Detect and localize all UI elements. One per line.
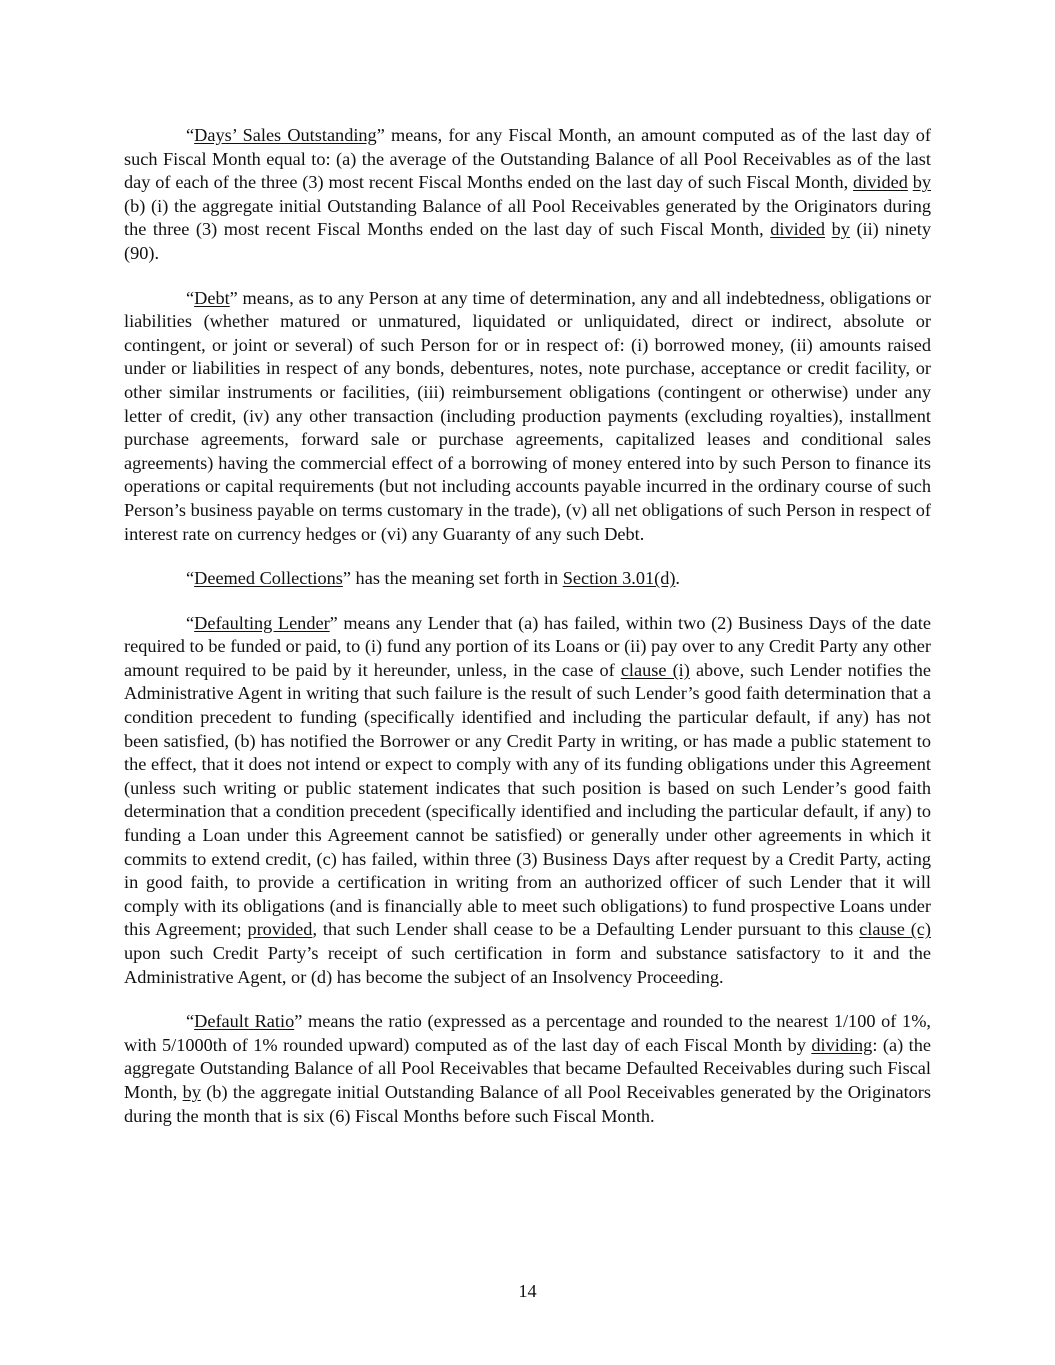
- definition-days-sales-outstanding: “Days’ Sales Outstanding” means, for any Fiscal Month, an amount computed as of the last day of such Fiscal Month equal to: (a) the average of the Outstanding Balance of all Pool Receivables as of the last day of each of the three (3) most recent Fiscal Months ended on the last day of such Fiscal Month, divided by (b) (i) the aggregate initial Outstanding Balance of all Pool Receivables generated by the Originators during the three (3) most recent Fiscal Months ended on the last day of such Fiscal Month, divided by (ii) ninety (90).: [124, 125, 931, 263]
- definition-defaulting-lender: “Defaulting Lender” means any Lender that (a) has failed, within two (2) Business Days of the date required to be funded or paid, to (i) fund any portion of its Loans or (ii) pay over to any Credit Party any other amount required to be paid by it hereunder, unless, in the case of clause (i) above, such Lender notifies the Administrative Agent in writing that such failure is the result of such Lender’s good faith determination that a condition precedent to funding (specifically identified and including the particular default, if any) has not been satisfied, (b) has notified the Borrower or any Credit Party in writing, or has made a public statement to the effect, that it does not intend or expect to comply with any of its funding obligations under this Agreement (unless such writing or public statement indicates that such position is based on such Lender’s good faith determination that a condition precedent (specifically identified and including the particular default, if any) to funding a Loan under this Agreement cannot be satisfied) or generally under other agreements in which it commits to extend credit, (c) has failed, within three (3) Business Days after request by a Credit Party, acting in good faith, to provide a certification in writing from an authorized officer of such Lender that it will comply with its obligations (and is financially able to meet such obligations) to fund prospective Loans under this Agreement; provided, that such Lender shall cease to be a Defaulting Lender pursuant to this clause (c) upon such Credit Party’s receipt of such certification in form and substance satisfactory to it and the Administrative Agent, or (d) has become the subject of an Insolvency Proceeding.: [124, 612, 931, 987]
- definition-text: (ii) ninety (90).: [124, 219, 931, 263]
- definition-text: ” means, as to any Person at any time of determination, any and all indebtedness, obligations or liabilities (whether matured or unmatured, liquidated or unliquidated, direct or indirect, absolute or contingent, or joint or several) of such Person for or in respect of: (i) borrowed money, (ii) amounts raised under or liabilities in respect of any bonds, debentures, notes, note purchase, acceptance or credit facility, or other similar instruments or facilities, (iii) reimbursement obligations (contingent or otherwise) under any letter of credit, (iv) any other transaction (including production payments (excluding royalties), installment purchase agreements, forward sale or purchase agreements, capitalized leases and conditional sales agreements) having the commercial effect of a borrowing of money entered into by such Person to finance its operations or capital requirements (but not including accounts payable incurred in the ordinary course of such Person’s business payable on terms customary in the trade), (v) all net obligations of such Person in respect of interest rate on currency hedges or (vi) any Guaranty of any such Debt.: [124, 287, 931, 544]
- definition-text: ” means any Lender that (a) has failed, within two (2) Business Days of the date required to be funded or paid, to (i) fund any portion of its Loans or (ii) pay over to any Credit Party any other amount required to be paid by it hereunder, unless, in the case of: [124, 612, 931, 680]
- underlined-word: by: [831, 219, 850, 240]
- definition-text: ” means, for any Fiscal Month, an amount computed as of the last day of such Fiscal Month equal to: (a) the average of the Outstanding Balance of all Pool Receivables as of the last day of each of the three (3) most recent Fiscal Months ended on the last day of such Fiscal Month,: [124, 125, 931, 193]
- definition-text: , that such Lender shall cease to be a Defaulting Lender pursuant to this: [312, 919, 860, 940]
- clause-reference: clause (c): [859, 919, 931, 940]
- underlined-word: by: [182, 1081, 201, 1102]
- defined-term: Defaulting Lender: [194, 612, 330, 633]
- definition-text: .: [675, 568, 680, 589]
- defined-term: Days’ Sales Outstanding: [194, 125, 377, 145]
- definition-text: above, such Lender notifies the Administrative Agent in writing that such failure is the result of such Lender’s good faith determination that a condition precedent to funding (specifically identified and including the particular default, if any) has not been satisfied, (b) has notified the Borrower or any Credit Party in writing, or has made a public statement to the effect, that it does not intend or expect to comply with any of its funding obligations under this Agreement (unless such writing or public statement indicates that such position is based on such Lender’s good faith determination that a condition precedent (specifically identified and including the particular default, if any) to funding a Loan under this Agreement cannot be satisfied) or generally under other agreements in which it commits to extend credit, (c) has failed, within three (3) Business Days after request by a Credit Party, acting in good faith, to provide a certification in writing from an authorized officer of such Lender that it will comply with its obligations (and is financially able to meet such obligations) to fund prospective Loans under this Agreement;: [124, 659, 931, 940]
- underlined-word: by: [912, 172, 931, 193]
- definition-debt: “Debt” means, as to any Person at any time of determination, any and all indebtedness, obligations or liabilities (whether matured or unmatured, liquidated or unliquidated, direct or indirect, absolute or contingent, or joint or several) of such Person for or in respect of: (i) borrowed money, (ii) amounts raised under or liabilities in respect of any bonds, debentures, notes, note purchase, acceptance or credit facility, or other similar instruments or facilities, (iii) reimbursement obligations (contingent or otherwise) under any letter of credit, (iv) any other transaction (including production payments (excluding royalties), installment purchase agreements, forward sale or purchase agreements, capitalized leases and conditional sales agreements) having the commercial effect of a borrowing of money entered into by such Person to finance its operations or capital requirements (but not including accounts payable incurred in the ordinary course of such Person’s business payable on terms customary in the trade), (v) all net obligations of such Person in respect of interest rate on currency hedges or (vi) any Guaranty of any such Debt.: [124, 287, 931, 544]
- definition-text: ” has the meaning set forth in: [342, 568, 563, 589]
- definition-default-ratio: “Default Ratio” means the ratio (expressed as a percentage and rounded to the nearest 1/100 of 1%, with 5/1000th of 1% rounded upward) computed as of the last day of each Fiscal Month by dividing: (a) the aggregate Outstanding Balance of all Pool Receivables that became Defaulted Receivables during such Fiscal Month, by (b) the aggregate initial Outstanding Balance of all Pool Receivables generated by the Originators during the month that is six (6) Fiscal Months before such Fiscal Month.: [124, 1011, 932, 1126]
- defined-term: Debt: [194, 287, 230, 308]
- underlined-word: dividing: [811, 1034, 873, 1055]
- definition-deemed-collections: “Deemed Collections” has the meaning set forth in Section 3.01(d).: [186, 568, 680, 589]
- document-page: [124, 124, 931, 1128]
- clause-reference: clause (i): [620, 659, 690, 680]
- section-reference: Section 3.01(d): [562, 568, 676, 589]
- definition-text: ” means the ratio (expressed as a percentage and rounded to the nearest 1/100 of 1%, with 5/1000th of 1% rounded upward) computed as of the last day of each Fiscal Month by: [124, 1011, 931, 1055]
- definition-text: (b) the aggregate initial Outstanding Balance of all Pool Receivables generated by the Originators during the month that is six (6) Fiscal Months before such Fiscal Month.: [124, 1081, 932, 1126]
- definition-text: : (a) the aggregate Outstanding Balance of all Pool Receivables that became Defaulted Receivables during such Fiscal Month,: [124, 1034, 931, 1102]
- definition-text: (b) (i) the aggregate initial Outstanding Balance of all Pool Receivables generated by the Originators during the three (3) most recent Fiscal Months ended on the last day of such Fiscal Month,: [124, 195, 931, 240]
- underlined-word: divided: [770, 219, 826, 240]
- defined-term: Default Ratio: [194, 1011, 295, 1032]
- page-number: 14: [518, 1281, 537, 1301]
- definition-text: upon such Credit Party’s receipt of such certification in form and substance satisfactory to it and the Administrative Agent, or (d) has become the subject of an Insolvency Proceeding.: [124, 943, 931, 987]
- underlined-word: provided: [247, 919, 313, 940]
- defined-term: Deemed Collections: [194, 568, 343, 589]
- underlined-word: divided: [853, 172, 908, 193]
